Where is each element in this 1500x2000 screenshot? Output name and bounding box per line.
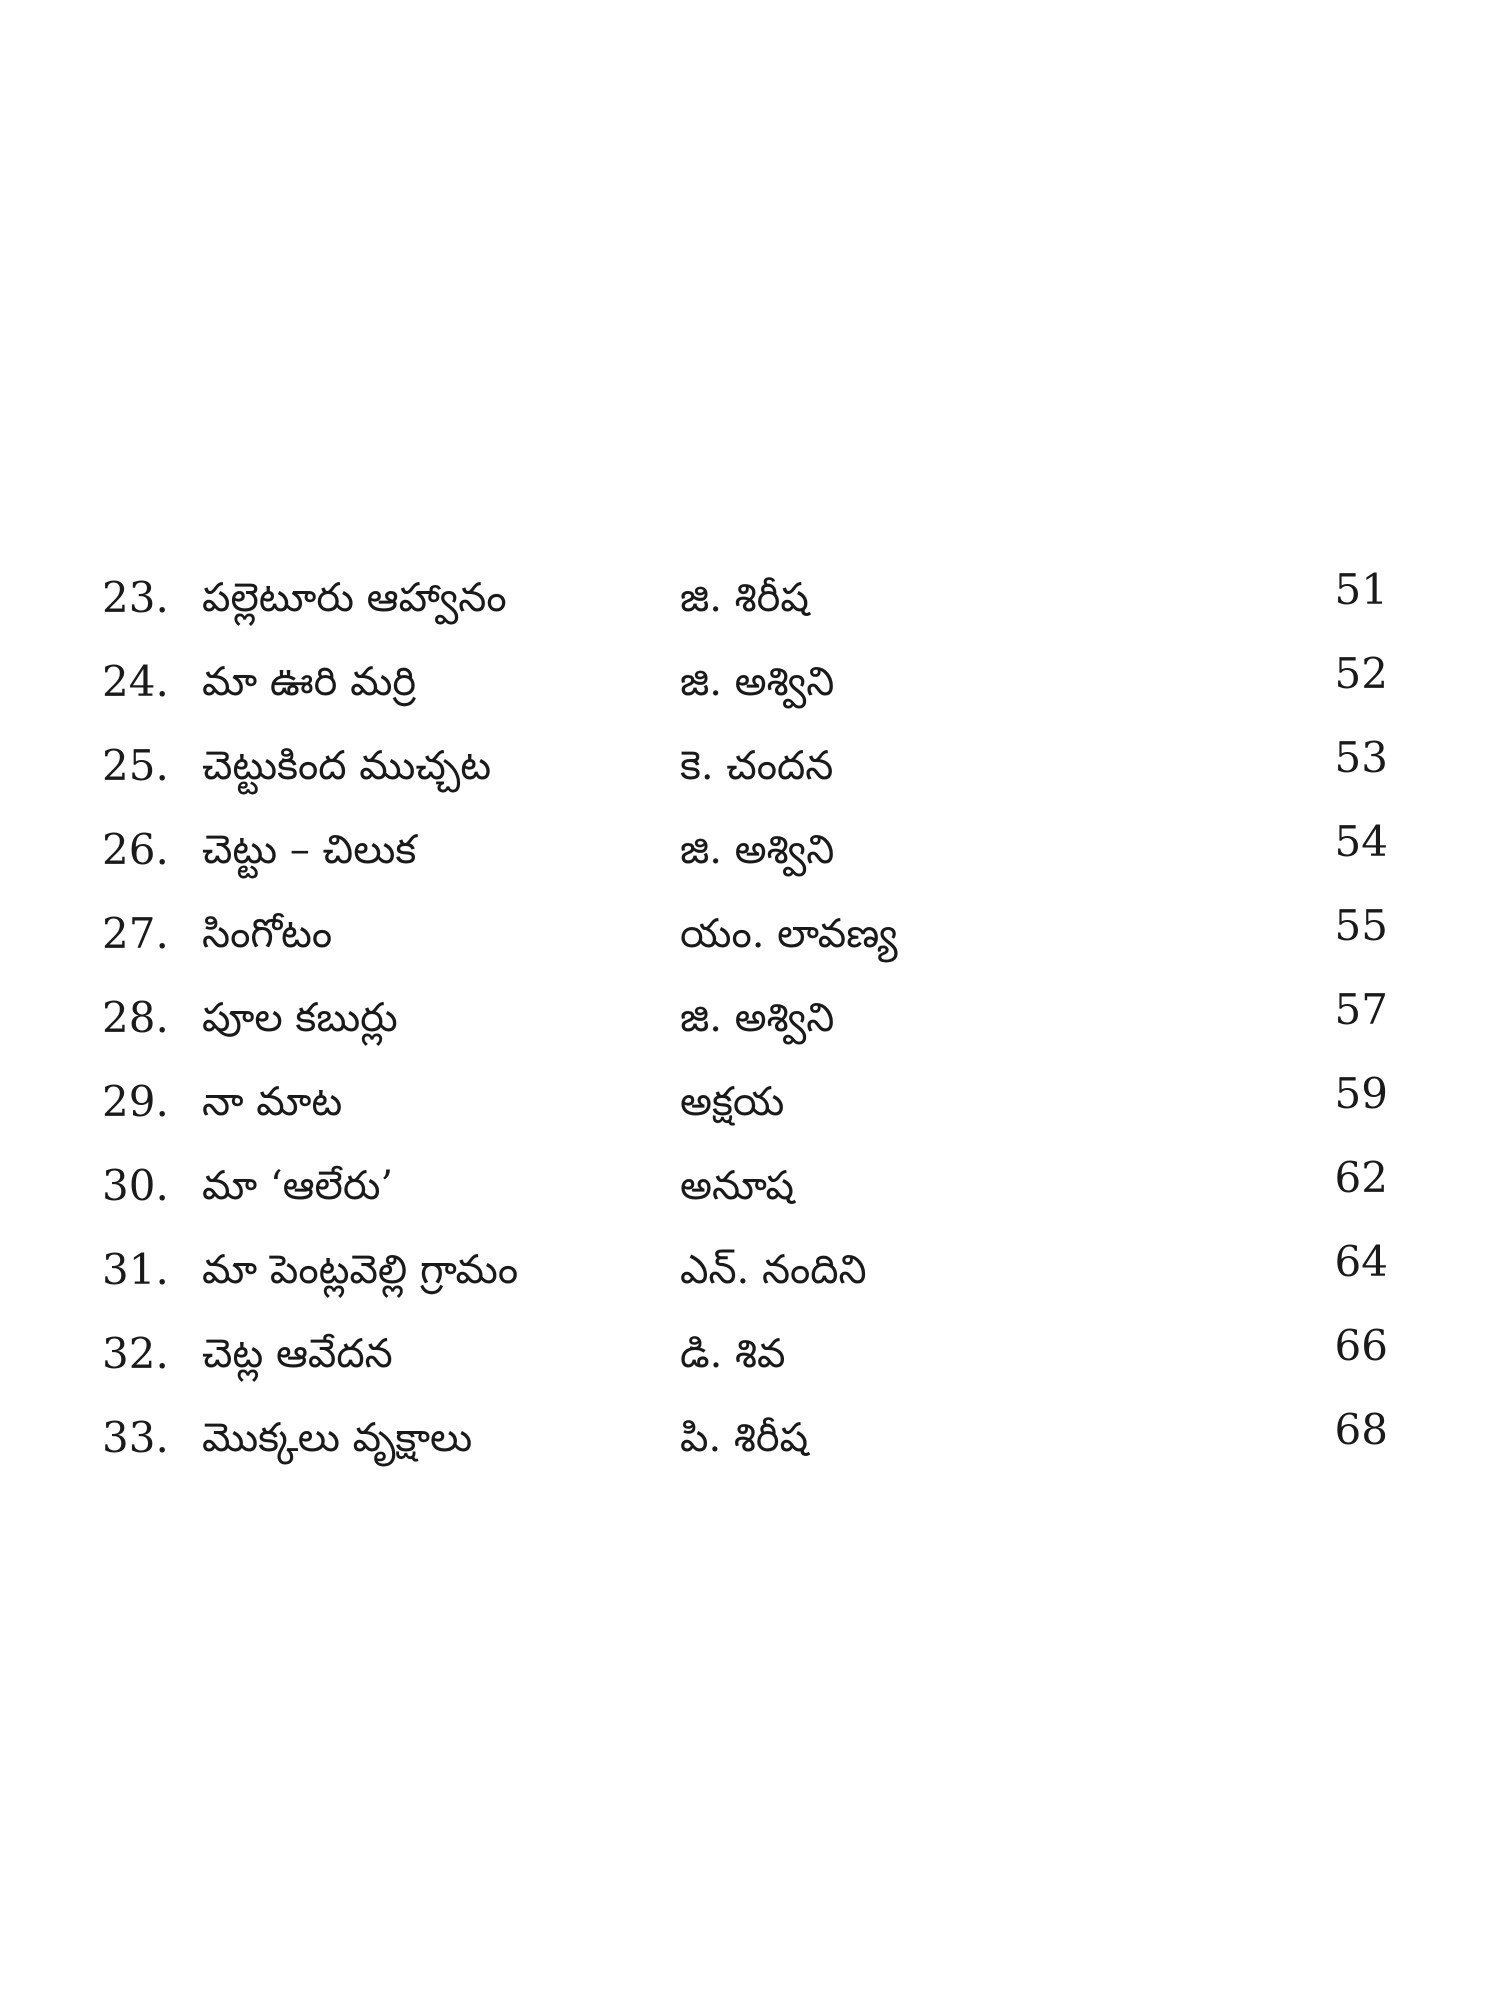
entry-page-number: 62 [1334, 1153, 1388, 1202]
entry-title: చెట్టుకింద ముచ్చట [202, 743, 492, 789]
toc-entry-26 [0, 817, 1500, 904]
toc-entry-25 [0, 733, 1500, 820]
entry-author: జి. అశ్విని [680, 659, 835, 705]
entry-author: ఎన్. నందిని [680, 1247, 867, 1293]
table-of-contents [0, 565, 1500, 1492]
entry-author: కె. చందన [680, 743, 834, 789]
entry-author: అనూష [680, 1163, 795, 1209]
entry-page-number: 64 [1334, 1237, 1388, 1286]
entry-page-number: 54 [1334, 817, 1388, 866]
entry-title: చెట్టు – చిలుక [202, 827, 417, 873]
toc-entry-33 [0, 1405, 1500, 1492]
toc-entry-24 [0, 649, 1500, 736]
entry-title: మా పెంట్లవెల్లి గ్రామం [202, 1247, 519, 1293]
toc-entry-27 [0, 901, 1500, 988]
entry-number: 30. [102, 1161, 169, 1210]
entry-number: 27. [102, 909, 169, 958]
entry-title: పల్లెటూరు ఆహ్వానం [202, 575, 507, 621]
entry-number: 29. [102, 1077, 169, 1126]
entry-author: జి. శిరీష [680, 575, 809, 621]
entry-number: 23. [102, 573, 169, 622]
entry-number: 33. [102, 1413, 169, 1462]
entry-title: నా మాట [202, 1079, 343, 1125]
entry-author: పి. శిరీష [680, 1415, 809, 1461]
entry-number: 25. [102, 741, 169, 790]
entry-page-number: 51 [1334, 565, 1388, 614]
entry-page-number: 59 [1334, 1069, 1388, 1118]
entry-number: 31. [102, 1245, 169, 1294]
toc-entry-31 [0, 1237, 1500, 1324]
toc-entry-23 [0, 565, 1500, 652]
entry-title: మొక్కలు వృక్షాలు [202, 1415, 473, 1461]
entry-page-number: 52 [1334, 649, 1388, 698]
entry-author: జి. అశ్విని [680, 995, 835, 1041]
entry-author: డి. శివ [680, 1331, 786, 1377]
entry-title: చెట్ల ఆవేదన [202, 1331, 393, 1377]
toc-entry-28 [0, 985, 1500, 1072]
entry-number: 24. [102, 657, 169, 706]
entry-page-number: 68 [1334, 1405, 1388, 1454]
entry-author: జి. అశ్విని [680, 827, 835, 873]
entry-title: మా ‘ఆలేరు’ [202, 1163, 394, 1209]
entry-author: యం. లావణ్య [680, 911, 898, 957]
entry-title: మా ఊరి మర్రి [202, 659, 417, 705]
entry-author: అక్షయ [680, 1079, 785, 1125]
entry-page-number: 55 [1334, 901, 1388, 950]
entry-number: 26. [102, 825, 169, 874]
entry-page-number: 53 [1334, 733, 1388, 782]
entry-number: 32. [102, 1329, 169, 1378]
entry-page-number: 57 [1334, 985, 1388, 1034]
entry-number: 28. [102, 993, 169, 1042]
entry-title: పూల కబుర్లు [202, 995, 398, 1041]
entry-page-number: 66 [1334, 1321, 1388, 1370]
entry-title: సింగోటం [202, 911, 333, 957]
toc-entry-32 [0, 1321, 1500, 1408]
toc-entry-29 [0, 1069, 1500, 1156]
toc-entry-30 [0, 1153, 1500, 1240]
